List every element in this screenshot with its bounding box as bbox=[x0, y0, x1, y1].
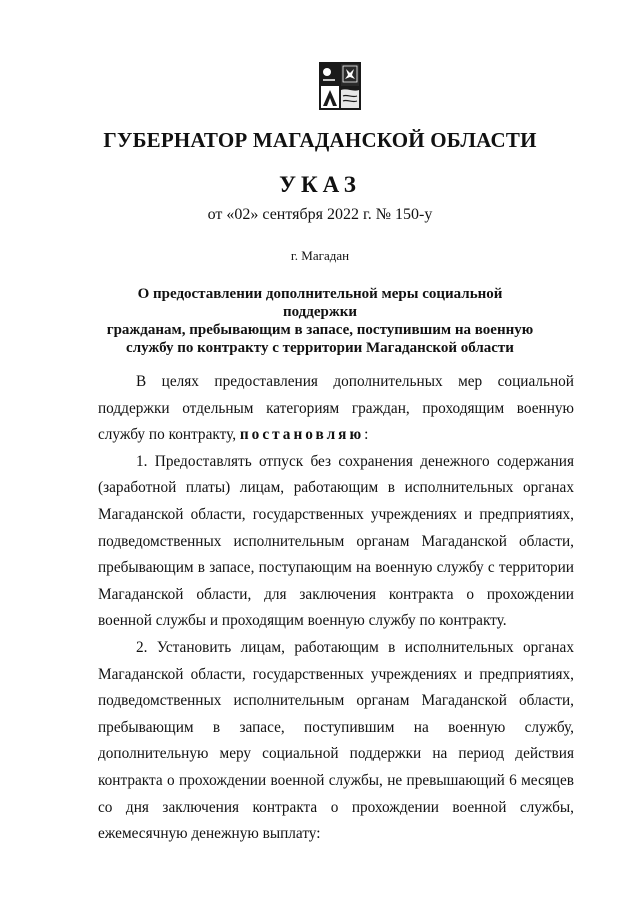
document-date-number: от «02» сентября 2022 г. № 150-у bbox=[207, 206, 433, 223]
title-line: службу по контракту с территории Магаданской области bbox=[126, 340, 514, 356]
document-type: УКАЗ bbox=[279, 172, 361, 197]
title-line: гражданам, пребывающим в запасе, поступившим на военную bbox=[106, 322, 534, 338]
issuing-authority: ГУБЕРНАТОР МАГАДАНСКОЙ ОБЛАСТИ bbox=[103, 128, 537, 152]
decree-colon: : bbox=[364, 426, 369, 444]
clause-2: 2. Установить лицам, работающим в исполнительных органах Магаданской области, государственных учреждениях и предприятиях, подведомственных исполнительным органам Магаданской области, пребывающим в запасе, поступившим на военную службу, дополнительную меру социальной поддержки на период действия контракта о прохождении военной службы, не превышающий 6 месяцев со дня заключения контракта о прохождении военной службы, ежемесячную денежную выплату: bbox=[98, 638, 574, 843]
clause-1: 1. Предоставлять отпуск без сохранения денежного содержания (заработной платы) лицам, работающим в исполнительных органах Магаданской области, государственных учреждениях и предприятиях, подведомственных исполнительным органам Магаданской области, пребывающим в запасе, поступающим на военную службу с территории Магаданской области, для заключения контракта о прохождении военной службы и проходящим военную службу по контракту. bbox=[98, 452, 574, 630]
intro-text: В целях предоставления дополнительных мер социальной поддержки отдельным категориям граждан, проходящим военную службу по контракту, bbox=[98, 373, 574, 444]
document-city: г. Магадан bbox=[290, 248, 350, 263]
intro-paragraph bbox=[98, 369, 574, 449]
coat-of-arms-icon bbox=[317, 60, 363, 112]
document-body bbox=[98, 369, 574, 848]
title-line: О предоставлении дополнительной меры социальной поддержки bbox=[137, 286, 503, 320]
document-title bbox=[100, 285, 540, 357]
decree-word: постановляю bbox=[239, 426, 365, 444]
